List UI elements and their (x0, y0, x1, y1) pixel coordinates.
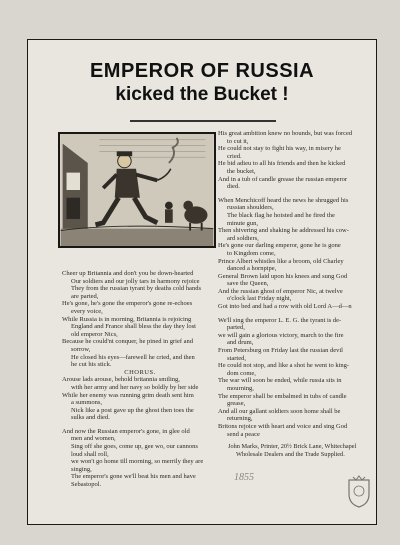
verse-line: to cut it, (227, 137, 249, 145)
verse-line: Got into bed and had a row with old Lord A—d—n (218, 303, 352, 311)
verse-line: ard soldiers, (227, 234, 259, 242)
verse-line: cried. (227, 152, 242, 160)
verse-line: The emperor's gone we'll beat his men and have (71, 473, 196, 481)
verse-line: And in a tub of candle grease the russian emperor (218, 175, 348, 183)
verse-line: send a peace (227, 430, 260, 438)
title-line-1: EMPEROR OF RUSSIA (89, 60, 315, 82)
verse-line: Arouse lads arouse, behold britannia smiling, (62, 376, 180, 384)
verse-line: The black flag he hoisted and he fired the (227, 211, 335, 219)
imprint-line-1: John Marks, Printer, 20½ Brick Lane, Whitechapel (228, 443, 357, 450)
verse-line: the bucket, (227, 167, 256, 175)
verse-line: He closed his eyes—farewell he cried, and then (71, 353, 195, 361)
verse-line: Cheer up Britannia and don't you be down-hearted (62, 270, 194, 277)
verse-line: to Kingdom come, (227, 249, 276, 257)
verse-line: minute gun, (227, 219, 259, 227)
right-verse-column (218, 130, 368, 438)
verse-line: CHORUS. (124, 368, 156, 376)
verse-line: And all our gallant soldiers soon home shall be (218, 407, 341, 415)
handwritten-date: 1855 (234, 472, 254, 483)
left-verse-column (62, 270, 218, 489)
verse-line: died. (227, 183, 240, 191)
verse-line: Sing off she goes, come up, gee wo, our cannons (71, 443, 198, 451)
verse-line: General Brown laid upon his knees and sung God (218, 272, 348, 280)
verse-line: parted, (227, 324, 245, 332)
verse-line: save the Queen, (227, 280, 269, 288)
broadside-sheet (27, 39, 377, 525)
verse-line: Nick like a post gave up the ghost then toes the (71, 406, 194, 414)
verse-line: While Russia is in morning, Britannia is rejoicing (62, 315, 192, 323)
verse-line: mourning, (227, 385, 254, 392)
verse-line: dom come, (227, 369, 256, 377)
verse-line: We'll sing the emperor L. E. G. the tyrant is de- (218, 316, 342, 324)
verse-line: old emperor Nics, (71, 330, 118, 338)
verse-line: a summons, (71, 399, 103, 407)
verse-line: Then shivering and shaking he addressed his cow- (218, 227, 349, 235)
verse-line: danced a hornpipe, (227, 265, 277, 273)
verse-line: are parted, (71, 292, 99, 300)
library-stamp-icon (346, 474, 372, 508)
verse-line: sulks and died. (71, 414, 110, 422)
verse-line: The war will soon be ended, while russia sits in (218, 377, 342, 385)
verse-line: And now the Russian emperor's gone, in glee old (62, 427, 190, 435)
verse-line: While her enemy was running grim death sent him (62, 391, 194, 399)
verse-line: Britons rejoice with heart and voice and sing God (218, 422, 348, 430)
verse-line: He could not stay to fight his way, in misery he (218, 145, 341, 153)
woodcut-image (60, 134, 214, 246)
verse-line: His great ambition knew no bounds, but was forced (218, 130, 353, 137)
verse-line: Sebastopol. (71, 481, 102, 489)
verse-line: singing, (71, 465, 92, 473)
verse-line: grease, (227, 400, 246, 408)
verse-line: returning, (227, 415, 253, 423)
imprint-line-2: Wholesale Dealers and the Trade Supplied. (236, 450, 345, 458)
verse-line: sorrow, (71, 345, 91, 353)
verse-line: russian shoulders, (227, 204, 274, 212)
verse-line: England and France shall bless the day they lost (71, 323, 196, 331)
verse-line: loud shall roll, (71, 450, 109, 458)
printer-imprint (228, 443, 378, 458)
verse-line: They from the russian tyrant by deaths cold hands (71, 285, 201, 293)
verse-line: o'clock last Friday night, (227, 295, 292, 303)
title-line-2: kicked the Bucket ! (115, 84, 289, 105)
verse-line: he cut his stick. (71, 361, 112, 369)
verse-line: men and women, (71, 435, 116, 443)
verse-line: From Petersburg on Friday last the russian devil (218, 347, 343, 355)
verse-line: The emperor shall be embalmed in tubs of candle (218, 392, 347, 400)
verse-line: And the russian ghost of emperor Nic, at twelve (218, 287, 343, 295)
verse-line: He bid adieu to all his friends and then he kicked (218, 160, 346, 168)
verse-line: Prince Albert whistles like a broom, old Charley (218, 257, 344, 265)
verse-line: He's gone, he's gone the emperor's gone re-echoes (62, 300, 193, 308)
verse-line: He could not stop, and like a shot he went to king- (218, 362, 350, 370)
verse-line: When Menchicoff heard the news he shrugged his (218, 196, 349, 204)
woodcut-illustration (58, 132, 216, 248)
verse-line: Our soldiers and our jolly tars in harmony rejoice (71, 277, 200, 285)
verse-line: we won't go home till morning, so merrily they are (71, 458, 204, 466)
verse-line: we will gain a glorious victory, march to the fire (218, 331, 344, 339)
title-rule (130, 120, 276, 122)
verse-line: He's gone our darling emperor, gone he is gone (218, 242, 341, 250)
verse-line: with her army and her navy so boldly by her side (71, 383, 199, 391)
verse-line: and drum, (227, 339, 254, 347)
verse-line: Because he could'nt conquer, he pined in grief and (62, 338, 194, 346)
verse-line: started, (227, 354, 246, 362)
verse-line: every voice, (71, 307, 103, 315)
